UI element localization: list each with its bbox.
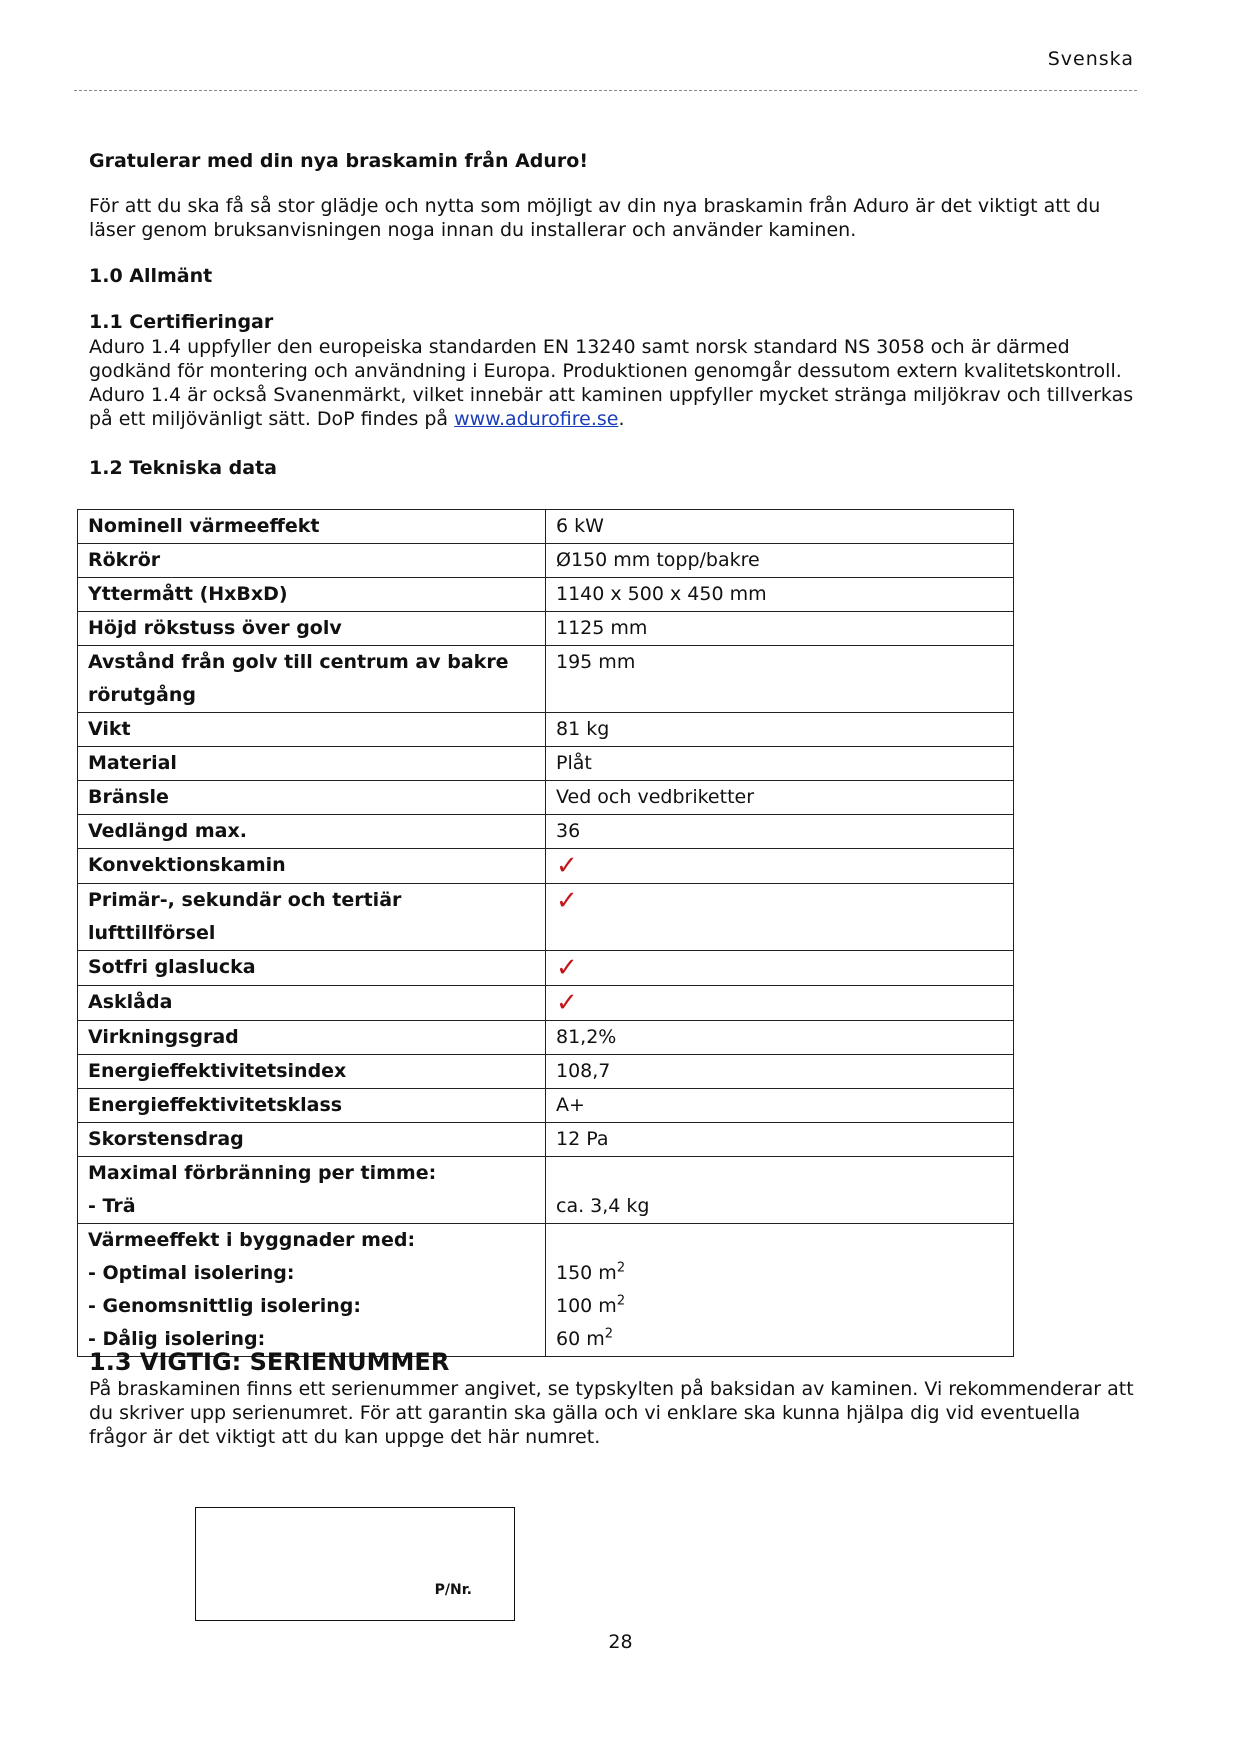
table-row bbox=[78, 815, 1014, 849]
section-certifications-heading: 1.1 Certifieringar bbox=[89, 311, 274, 333]
heat-item-label: - Genomsnittlig isolering: bbox=[88, 1295, 361, 1317]
section-general-heading: 1.0 Allmänt bbox=[89, 265, 213, 287]
spec-value: 6 kW bbox=[546, 510, 1014, 544]
language-label: Svenska bbox=[1047, 48, 1134, 70]
unit-superscript: 2 bbox=[604, 1326, 614, 1342]
spec-key: Skorstensdrag bbox=[78, 1123, 546, 1157]
table-row bbox=[78, 1123, 1014, 1157]
section-technical-heading: 1.2 Tekniska data bbox=[89, 457, 277, 479]
heat-area: 60 m bbox=[556, 1328, 605, 1350]
spec-value: 1140 x 500 x 450 mm bbox=[546, 578, 1014, 612]
spec-key: Nominell värmeeffekt bbox=[78, 510, 546, 544]
spec-value: 12 Pa bbox=[546, 1123, 1014, 1157]
spec-key: Bränsle bbox=[78, 781, 546, 815]
spec-value bbox=[546, 951, 1014, 986]
serial-number-box bbox=[195, 1507, 515, 1621]
burn-value: ca. 3,4 kg bbox=[556, 1195, 650, 1217]
table-row bbox=[78, 612, 1014, 646]
spec-key: Vedlängd max. bbox=[78, 815, 546, 849]
spec-value bbox=[546, 884, 1014, 951]
spec-key bbox=[78, 1157, 546, 1224]
spec-value: 108,7 bbox=[546, 1055, 1014, 1089]
spec-key: Asklåda bbox=[78, 986, 546, 1021]
intro-text: För att du ska få så stor glädje och nytta som möjligt av din nya braskamin från Aduro är det viktigt att du läser genom bruksanvisningen noga innan du installerar och använder kaminen. bbox=[89, 195, 1101, 241]
spec-key: Material bbox=[78, 747, 546, 781]
spec-key: Energieffektivitetsindex bbox=[78, 1055, 546, 1089]
table-row bbox=[78, 951, 1014, 986]
spec-key: Vikt bbox=[78, 713, 546, 747]
table-row bbox=[78, 713, 1014, 747]
adurofire-link[interactable]: www.adurofire.se bbox=[454, 408, 619, 430]
checkmark-icon: ✓ bbox=[556, 851, 578, 881]
section-serial-heading: 1.3 VIGTIG: SERIENUMMER bbox=[89, 1348, 450, 1376]
checkmark-icon: ✓ bbox=[556, 953, 578, 983]
spec-key: Konvektionskamin bbox=[78, 849, 546, 884]
spec-key: Avstånd från golv till centrum av bakre rörutgång bbox=[78, 646, 546, 713]
spec-key: Primär-, sekundär och tertiär lufttillförsel bbox=[78, 884, 546, 951]
table-row bbox=[78, 646, 1014, 713]
page-number: 28 bbox=[608, 1631, 633, 1653]
spec-value: 1125 mm bbox=[546, 612, 1014, 646]
spec-key: Rökrör bbox=[78, 544, 546, 578]
spec-table bbox=[77, 509, 1014, 1357]
header-divider bbox=[74, 90, 1137, 91]
table-row bbox=[78, 578, 1014, 612]
heat-area: 100 m bbox=[556, 1295, 617, 1317]
spec-key: Sotfri glaslucka bbox=[78, 951, 546, 986]
table-row bbox=[78, 1224, 1014, 1357]
certifications-text bbox=[89, 335, 1139, 431]
burn-heading: Maximal förbränning per timme: bbox=[88, 1162, 437, 1184]
heat-item-value bbox=[556, 1323, 1003, 1356]
spec-value: Ø150 mm topp/bakre bbox=[546, 544, 1014, 578]
spec-value bbox=[546, 1224, 1014, 1357]
unit-superscript: 2 bbox=[616, 1293, 626, 1309]
table-row bbox=[78, 544, 1014, 578]
heat-item-value bbox=[556, 1290, 1003, 1323]
table-row bbox=[78, 781, 1014, 815]
heat-item-label: - Dålig isolering: bbox=[88, 1328, 266, 1350]
spec-value bbox=[546, 849, 1014, 884]
spec-value: 81 kg bbox=[546, 713, 1014, 747]
table-row bbox=[78, 747, 1014, 781]
heat-area: 150 m bbox=[556, 1262, 617, 1284]
unit-superscript: 2 bbox=[616, 1260, 626, 1276]
spec-value: 81,2% bbox=[546, 1021, 1014, 1055]
spec-key: Yttermått (HxBxD) bbox=[78, 578, 546, 612]
spec-value bbox=[546, 986, 1014, 1021]
spec-key: Virkningsgrad bbox=[78, 1021, 546, 1055]
heat-item-label: - Optimal isolering: bbox=[88, 1262, 295, 1284]
burn-item: - Trä bbox=[88, 1195, 136, 1217]
certifications-end: . bbox=[618, 408, 625, 430]
table-row bbox=[78, 1157, 1014, 1224]
heat-item-value bbox=[556, 1257, 1003, 1290]
checkmark-icon: ✓ bbox=[556, 886, 578, 916]
spec-value: Ved och vedbriketter bbox=[546, 781, 1014, 815]
certifications-body: Aduro 1.4 uppfyller den europeiska standarden EN 13240 samt norsk standard NS 3058 och är därmed godkänd för montering och användning i Europa. Produktionen genomgår dessutom extern kvalitetskontroll. Aduro 1.4 är också Svanenmärkt, vilket innebär att kaminen uppfyller mycket stränga miljökrav och tillverkas på ett miljövänligt sätt. DoP findes på bbox=[89, 336, 1134, 430]
heat-heading: Värmeeffekt i byggnader med: bbox=[88, 1229, 416, 1251]
spec-key: Höjd rökstuss över golv bbox=[78, 612, 546, 646]
spec-key: Energieffektivitetsklass bbox=[78, 1089, 546, 1123]
spec-key bbox=[78, 1224, 546, 1357]
spec-value bbox=[546, 1157, 1014, 1224]
spec-value: A+ bbox=[546, 1089, 1014, 1123]
spec-value: Plåt bbox=[546, 747, 1014, 781]
table-row bbox=[78, 1055, 1014, 1089]
serial-text: På braskaminen finns ett serienummer angivet, se typskylten på baksidan av kaminen. Vi rekommenderar att du skriver upp serienumret. För att garantin ska gälla och vi enklare ska kunna hjälpa dig vid eventuella frågor är det viktigt att du kan uppge det här numret. bbox=[89, 1378, 1134, 1448]
spec-value: 36 bbox=[546, 815, 1014, 849]
checkmark-icon: ✓ bbox=[556, 988, 578, 1018]
intro-title: Gratulerar med din nya braskamin från Aduro! bbox=[89, 150, 589, 172]
spec-value: 195 mm bbox=[546, 646, 1014, 713]
pn-label: P/Nr. bbox=[434, 1582, 472, 1598]
table-row bbox=[78, 986, 1014, 1021]
table-row bbox=[78, 510, 1014, 544]
table-row bbox=[78, 1021, 1014, 1055]
table-row bbox=[78, 884, 1014, 951]
table-row bbox=[78, 1089, 1014, 1123]
table-row bbox=[78, 849, 1014, 884]
